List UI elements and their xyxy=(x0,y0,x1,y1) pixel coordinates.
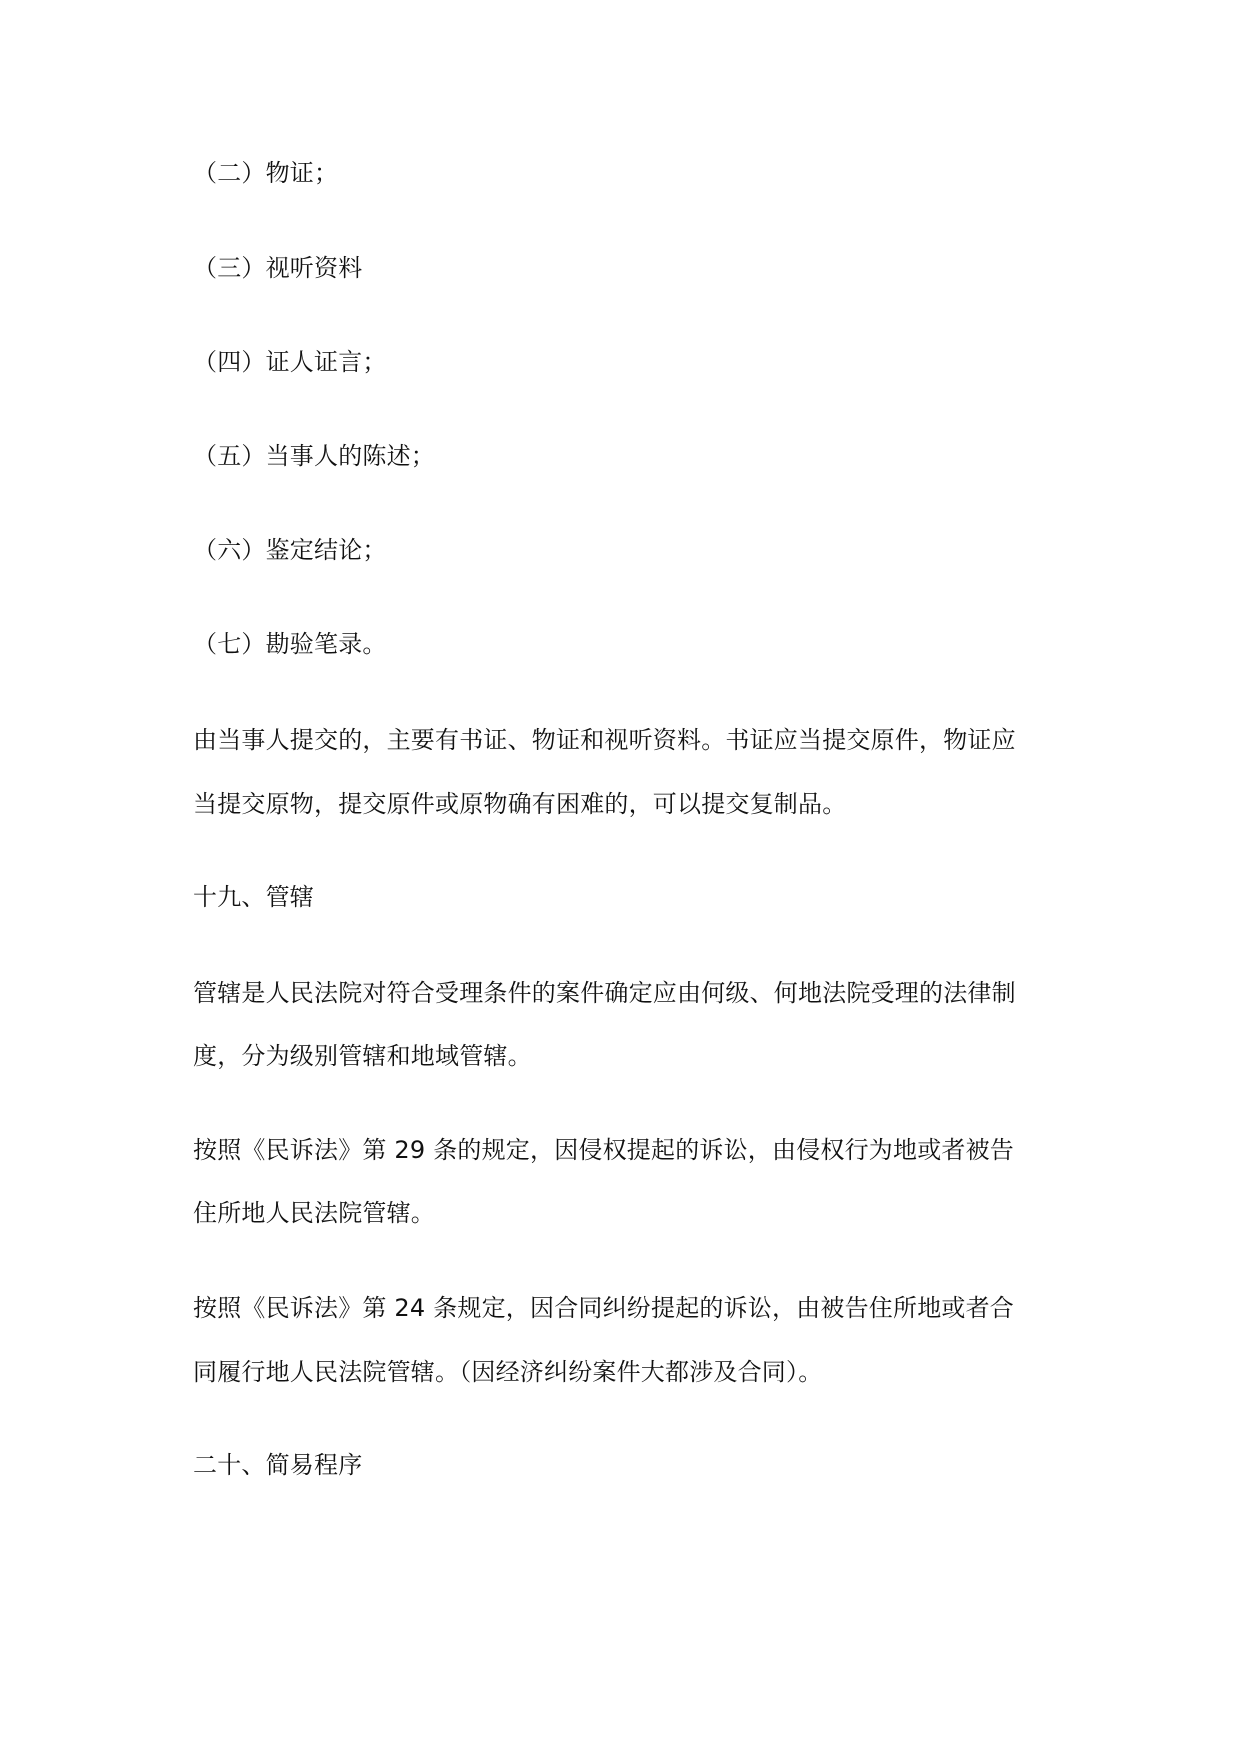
list-item-audiovisual: （三）视听资料 xyxy=(193,254,363,282)
list-item-expert-conclusion: （六）鉴定结论； xyxy=(193,536,387,564)
paragraph-contract-line-1: 按照《民诉法》第 24 条规定，因合同纠纷提起的诉讼，由被告住所地或者合 xyxy=(193,1294,1014,1322)
paragraph-jurisdiction-line-1: 管辖是人民法院对符合受理条件的案件确定应由何级、何地法院受理的法律制 xyxy=(193,979,1016,1007)
paragraph-tort-line-1: 按照《民诉法》第 29 条的规定，因侵权提起的诉讼，由侵权行为地或者被告 xyxy=(193,1136,1014,1164)
section-heading-summary-procedure: 二十、简易程序 xyxy=(193,1451,363,1479)
section-heading-jurisdiction: 十九、管辖 xyxy=(193,883,314,911)
paragraph-submission-line-1: 由当事人提交的，主要有书证、物证和视听资料。书证应当提交原件，物证应 xyxy=(193,726,1016,754)
list-item-physical-evidence: （二）物证； xyxy=(193,159,339,187)
paragraph-tort-line-2: 住所地人民法院管辖。 xyxy=(193,1199,435,1227)
paragraph-submission-line-2: 当提交原物，提交原件或原物确有困难的，可以提交复制品。 xyxy=(193,790,847,818)
list-item-witness-testimony: （四）证人证言； xyxy=(193,348,387,376)
list-item-party-statement: （五）当事人的陈述； xyxy=(193,442,435,470)
paragraph-jurisdiction-line-2: 度，分为级别管辖和地域管辖。 xyxy=(193,1042,532,1070)
list-item-inspection-record: （七）勘验笔录。 xyxy=(193,630,387,658)
paragraph-contract-line-2: 同履行地人民法院管辖。（因经济纠纷案件大都涉及合同）。 xyxy=(193,1358,823,1386)
